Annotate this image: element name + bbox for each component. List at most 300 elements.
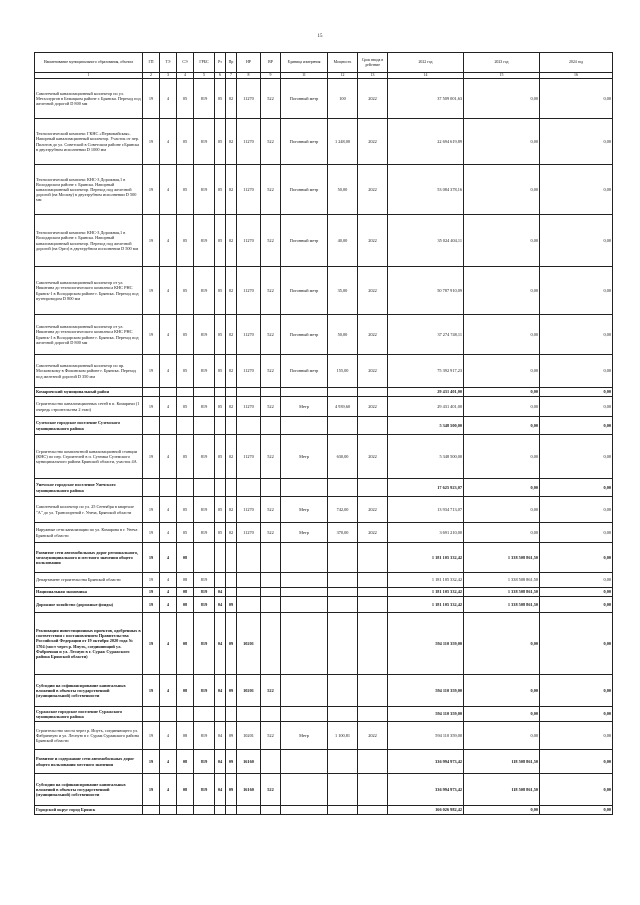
te-cell <box>160 479 177 497</box>
header-cell: ВР <box>261 53 281 73</box>
nr-cell <box>237 388 261 397</box>
pr-cell: 02 <box>226 397 237 417</box>
amount-2022: 1 181 105 332,42 <box>388 573 464 588</box>
amount-2023: 0,00 <box>464 165 540 215</box>
vr-cell <box>261 806 281 815</box>
year-cell: 2022 <box>358 119 388 165</box>
grbs-cell: 819 <box>194 119 215 165</box>
amount-2024: 0,00 <box>540 707 613 722</box>
amount-2023: 0,00 <box>464 417 540 435</box>
amount-2022: 1 181 105 332,42 <box>388 588 464 597</box>
header-cell: 2023 год <box>464 53 540 73</box>
amount-2022: 22 694 619,89 <box>388 119 464 165</box>
capacity-cell <box>328 806 358 815</box>
grbs-cell: 819 <box>194 165 215 215</box>
capacity-cell: 370,00 <box>328 523 358 543</box>
year-cell: 2022 <box>358 397 388 417</box>
amount-2023: 118 508 861,50 <box>464 774 540 806</box>
year-cell: 2022 <box>358 267 388 315</box>
nr-cell: 10201 <box>237 722 261 750</box>
year-cell <box>358 417 388 435</box>
header-cell: Срок ввода в действие <box>358 53 388 73</box>
unit-cell <box>281 806 328 815</box>
rz-cell: 04 <box>215 597 226 613</box>
pr-cell: 09 <box>226 675 237 707</box>
amount-2022: 166 026 982,42 <box>388 806 464 815</box>
se-cell: 05 <box>177 119 194 165</box>
capacity-cell <box>328 675 358 707</box>
row-name: Самотечный коллектор по ул. 25 Сентября в квартале "А" до ул. Транспортной г. Унеча, Брянской области <box>35 497 143 523</box>
grbs-cell: 819 <box>194 215 215 267</box>
pr-cell: 02 <box>226 267 237 315</box>
year-cell <box>358 597 388 613</box>
amount-2022: 336 994 973,42 <box>388 774 464 806</box>
year-cell: 2022 <box>358 523 388 543</box>
amount-2022: 53 084 378,16 <box>388 165 464 215</box>
te-cell: 4 <box>160 119 177 165</box>
pr-cell <box>226 479 237 497</box>
amount-2022: 37 509 001,63 <box>388 79 464 119</box>
rz-cell: 04 <box>215 613 226 675</box>
amount-2023: 0,00 <box>464 79 540 119</box>
pr-cell: 02 <box>226 523 237 543</box>
vr-cell <box>261 613 281 675</box>
amount-2022: 594 110 359,00 <box>388 707 464 722</box>
rz-cell: 05 <box>215 165 226 215</box>
header-cell: ГРБС <box>194 53 215 73</box>
header-cell: СЭ <box>177 53 194 73</box>
pr-cell <box>226 588 237 597</box>
rz-cell: 05 <box>215 79 226 119</box>
unit-cell: Погонный метр <box>281 315 328 355</box>
vr-cell: 522 <box>261 119 281 165</box>
unit-cell: Погонный метр <box>281 165 328 215</box>
unit-cell: Погонный метр <box>281 215 328 267</box>
capacity-cell <box>328 388 358 397</box>
grbs-cell: 819 <box>194 675 215 707</box>
gp-cell: 19 <box>143 315 160 355</box>
table-row <box>35 543 613 573</box>
gp-cell <box>143 388 160 397</box>
gp-cell: 19 <box>143 750 160 774</box>
te-cell: 4 <box>160 267 177 315</box>
te-cell <box>160 806 177 815</box>
row-name: Унечское городское поселение Унечского муниципального района <box>35 479 143 497</box>
year-cell <box>358 388 388 397</box>
grbs-cell: 819 <box>194 523 215 543</box>
year-cell: 2022 <box>358 497 388 523</box>
capacity-cell: 35,00 <box>328 267 358 315</box>
capacity-cell <box>328 750 358 774</box>
amount-2023: 0,00 <box>464 267 540 315</box>
gp-cell: 19 <box>143 573 160 588</box>
rz-cell: 04 <box>215 750 226 774</box>
se-cell <box>177 417 194 435</box>
row-name: Наружные сети канализации по ул. Комарова в г. Унеча Брянской области <box>35 523 143 543</box>
year-cell <box>358 588 388 597</box>
unit-cell: Погонный метр <box>281 119 328 165</box>
se-cell <box>177 479 194 497</box>
vr-cell: 522 <box>261 315 281 355</box>
nr-cell: 11270 <box>237 435 261 479</box>
year-cell <box>358 543 388 573</box>
te-cell: 4 <box>160 435 177 479</box>
header-cell: НР <box>237 53 261 73</box>
rz-cell <box>215 707 226 722</box>
table-row <box>35 355 613 388</box>
table-row <box>35 588 613 597</box>
amount-2022: 1 181 105 332,42 <box>388 597 464 613</box>
unit-cell: Погонный метр <box>281 79 328 119</box>
vr-cell <box>261 388 281 397</box>
header-cell: Мощность <box>328 53 358 73</box>
row-name: Строительство канализационных сетей в п. Комаричи (1 очередь строительства 2 этап) <box>35 397 143 417</box>
nr-cell: 11270 <box>237 497 261 523</box>
year-cell: 2022 <box>358 165 388 215</box>
capacity-cell: 742,00 <box>328 497 358 523</box>
column-number: 14 <box>388 73 464 79</box>
te-cell: 4 <box>160 588 177 597</box>
header-cell: ГП <box>143 53 160 73</box>
pr-cell: 02 <box>226 435 237 479</box>
rz-cell: 05 <box>215 267 226 315</box>
capacity-cell <box>328 479 358 497</box>
pr-cell <box>226 573 237 588</box>
capacity-cell <box>328 417 358 435</box>
grbs-cell: 819 <box>194 497 215 523</box>
nr-cell: 11270 <box>237 355 261 388</box>
year-cell <box>358 675 388 707</box>
table-row <box>35 523 613 543</box>
pr-cell: 09 <box>226 722 237 750</box>
se-cell: 08 <box>177 573 194 588</box>
se-cell: 08 <box>177 613 194 675</box>
se-cell: 05 <box>177 165 194 215</box>
header-cell: 2022 год <box>388 53 464 73</box>
rz-cell: 05 <box>215 355 226 388</box>
amount-2024: 0,00 <box>540 355 613 388</box>
amount-2023: 0,00 <box>464 355 540 388</box>
vr-cell <box>261 543 281 573</box>
te-cell: 4 <box>160 523 177 543</box>
vr-cell: 522 <box>261 497 281 523</box>
amount-2024: 0,00 <box>540 417 613 435</box>
se-cell: 08 <box>177 675 194 707</box>
unit-cell: Метр <box>281 397 328 417</box>
nr-cell <box>237 597 261 613</box>
amount-2024: 0,00 <box>540 523 613 543</box>
se-cell: 05 <box>177 315 194 355</box>
table-row <box>35 315 613 355</box>
column-number: 3 <box>160 73 177 79</box>
grbs-cell <box>194 388 215 397</box>
rz-cell: 04 <box>215 675 226 707</box>
capacity-cell <box>328 613 358 675</box>
table-row <box>35 806 613 815</box>
header-cell: Рз <box>215 53 226 73</box>
nr-cell: 11270 <box>237 267 261 315</box>
amount-2022: 17 625 923,07 <box>388 479 464 497</box>
year-cell: 2022 <box>358 315 388 355</box>
grbs-cell: 819 <box>194 435 215 479</box>
column-number: 13 <box>358 73 388 79</box>
year-cell <box>358 806 388 815</box>
column-number: 9 <box>261 73 281 79</box>
grbs-cell: 819 <box>194 613 215 675</box>
amount-2024: 0,00 <box>540 675 613 707</box>
te-cell: 4 <box>160 165 177 215</box>
amount-2023: 1 338 508 861,50 <box>464 588 540 597</box>
amount-2024: 0,00 <box>540 497 613 523</box>
capacity-cell: 1 100,81 <box>328 722 358 750</box>
grbs-cell <box>194 707 215 722</box>
row-name: Национальная экономика <box>35 588 143 597</box>
column-number: 8 <box>237 73 261 79</box>
te-cell: 4 <box>160 750 177 774</box>
vr-cell: 522 <box>261 675 281 707</box>
nr-cell <box>237 543 261 573</box>
grbs-cell: 819 <box>194 597 215 613</box>
unit-cell <box>281 675 328 707</box>
row-name: Комаричский муниципальный район <box>35 388 143 397</box>
header-cell: Пр <box>226 53 237 73</box>
nr-cell <box>237 707 261 722</box>
pr-cell: 09 <box>226 613 237 675</box>
amount-2024: 0,00 <box>540 388 613 397</box>
header-cell: Единица измерения <box>281 53 328 73</box>
vr-cell: 522 <box>261 215 281 267</box>
page-number: 15 <box>317 34 323 39</box>
gp-cell: 19 <box>143 543 160 573</box>
row-name: Строительство комплектной канализационной станции (КНС) по пер. Строителей в п. Суземка Суземского муниципального района Брянской области, участок 4А <box>35 435 143 479</box>
vr-cell <box>261 588 281 597</box>
se-cell: 08 <box>177 774 194 806</box>
rz-cell: 05 <box>215 497 226 523</box>
year-cell <box>358 707 388 722</box>
te-cell: 4 <box>160 613 177 675</box>
row-name: Суземское городское поселение Суземского муниципального района <box>35 417 143 435</box>
te-cell <box>160 388 177 397</box>
capacity-cell: 630,00 <box>328 435 358 479</box>
amount-2022: 5 348 500,00 <box>388 435 464 479</box>
table-row <box>35 774 613 806</box>
amount-2023: 1 338 508 861,50 <box>464 597 540 613</box>
vr-cell: 522 <box>261 523 281 543</box>
table-row <box>35 215 613 267</box>
row-name: Развитие сети автомобильных дорог регионального, межмуниципального и местного значения общего пользования <box>35 543 143 573</box>
header-cell: ТЭ <box>160 53 177 73</box>
row-name: Самотечный канализационный коллектор по пр. Московскому в Фокинском районе г. Брянска. Переход под железной дорогой D 350 мм <box>35 355 143 388</box>
grbs-cell: 819 <box>194 588 215 597</box>
unit-cell: Погонный метр <box>281 267 328 315</box>
rz-cell: 05 <box>215 523 226 543</box>
rz-cell <box>215 543 226 573</box>
vr-cell: 522 <box>261 435 281 479</box>
te-cell: 4 <box>160 722 177 750</box>
header-cell: 2024 год <box>540 53 613 73</box>
column-number: 15 <box>464 73 540 79</box>
vr-cell <box>261 479 281 497</box>
amount-2022: 594 110 359,00 <box>388 675 464 707</box>
gp-cell <box>143 417 160 435</box>
pr-cell <box>226 388 237 397</box>
unit-cell <box>281 774 328 806</box>
amount-2024: 0,00 <box>540 573 613 588</box>
amount-2024: 0,00 <box>540 806 613 815</box>
grbs-cell: 819 <box>194 774 215 806</box>
row-name: Развитие и содержание сети автомобильных дорог общего пользования местного значения <box>35 750 143 774</box>
te-cell: 4 <box>160 397 177 417</box>
nr-cell: 16160 <box>237 774 261 806</box>
amount-2022: 50 787 910,09 <box>388 267 464 315</box>
amount-2024: 0,00 <box>540 165 613 215</box>
amount-2022: 594 110 359,00 <box>388 722 464 750</box>
column-number: 4 <box>177 73 194 79</box>
row-name: Технологический комплекс ГКНС «Первомайская». Напорный канализационный коллектор. Участок от пер. Пилотов до ул. Советской в Советском районе г.Брянска в двухтрубном исполнении D 1000 мм <box>35 119 143 165</box>
amount-2024: 0,00 <box>540 597 613 613</box>
amount-2024: 0,00 <box>540 397 613 417</box>
te-cell: 4 <box>160 597 177 613</box>
amount-2022: 29 431 401,00 <box>388 388 464 397</box>
amount-2022: 29 431 401,00 <box>388 397 464 417</box>
capacity-cell: 100 <box>328 79 358 119</box>
row-name: Технологический комплекс КНС-3 Дорожная,1 в Володарском районе г. Брянска. Напорный канализационный коллектор. Переход под железной дорогой (на Орел) в двухтрубном исполнении D 500 мм <box>35 215 143 267</box>
investment-table <box>34 52 613 815</box>
gp-cell <box>143 479 160 497</box>
unit-cell <box>281 543 328 573</box>
gp-cell: 19 <box>143 355 160 388</box>
gp-cell: 19 <box>143 435 160 479</box>
nr-cell: 11270 <box>237 215 261 267</box>
rz-cell: 05 <box>215 397 226 417</box>
amount-2023: 0,00 <box>464 435 540 479</box>
rz-cell: 04 <box>215 774 226 806</box>
pr-cell: 09 <box>226 750 237 774</box>
amount-2023: 0,00 <box>464 315 540 355</box>
amount-2022: 13 934 713,07 <box>388 497 464 523</box>
pr-cell <box>226 707 237 722</box>
capacity-cell <box>328 707 358 722</box>
amount-2023: 0,00 <box>464 119 540 165</box>
nr-cell <box>237 588 261 597</box>
year-cell <box>358 613 388 675</box>
gp-cell: 19 <box>143 119 160 165</box>
vr-cell <box>261 750 281 774</box>
unit-cell: Метр <box>281 722 328 750</box>
amount-2023: 0,00 <box>464 388 540 397</box>
amount-2024: 0,00 <box>540 435 613 479</box>
amount-2022: 5 348 500,00 <box>388 417 464 435</box>
rz-cell: 04 <box>215 722 226 750</box>
se-cell: 05 <box>177 397 194 417</box>
year-cell: 2022 <box>358 215 388 267</box>
te-cell: 4 <box>160 675 177 707</box>
rz-cell: 05 <box>215 215 226 267</box>
capacity-cell <box>328 543 358 573</box>
amount-2023: 0,00 <box>464 215 540 267</box>
gp-cell: 19 <box>143 774 160 806</box>
gp-cell: 19 <box>143 215 160 267</box>
table-body <box>35 79 613 815</box>
amount-2022: 3 691 210,00 <box>388 523 464 543</box>
row-name: Строительство моста через р. Ипуть, соединяющего ул. Фабричную и ул. Лесную в г. Сураж Суражского района Брянской области <box>35 722 143 750</box>
unit-cell <box>281 707 328 722</box>
se-cell: 08 <box>177 597 194 613</box>
table-row <box>35 479 613 497</box>
vr-cell: 522 <box>261 722 281 750</box>
vr-cell: 522 <box>261 267 281 315</box>
pr-cell <box>226 806 237 815</box>
grbs-cell: 819 <box>194 573 215 588</box>
se-cell <box>177 388 194 397</box>
table-row <box>35 573 613 588</box>
gp-cell <box>143 707 160 722</box>
amount-2024: 0,00 <box>540 479 613 497</box>
amount-2022: 35 024 404,11 <box>388 215 464 267</box>
vr-cell: 522 <box>261 774 281 806</box>
nr-cell: 10201 <box>237 675 261 707</box>
amount-2023: 0,00 <box>464 523 540 543</box>
capacity-cell <box>328 573 358 588</box>
table-row <box>35 388 613 397</box>
unit-cell <box>281 479 328 497</box>
rz-cell <box>215 479 226 497</box>
se-cell: 08 <box>177 588 194 597</box>
row-name: Департамент строительства Брянской области <box>35 573 143 588</box>
pr-cell: 02 <box>226 497 237 523</box>
grbs-cell: 819 <box>194 355 215 388</box>
amount-2024: 0,00 <box>540 315 613 355</box>
column-number: 11 <box>281 73 328 79</box>
rz-cell: 05 <box>215 315 226 355</box>
nr-cell: 16160 <box>237 750 261 774</box>
gp-cell: 19 <box>143 597 160 613</box>
row-name: Реализация инвестиционных проектов, одобренных в соответствии с постановлением Правительства Российской Федерации от 19 октября 2020 года № 1704 (мост через р. Ипуть, соединяющий ул. Фабричная и ул. Лесную в г. Сураж Суражского района Брянской области) <box>35 613 143 675</box>
pr-cell: 02 <box>226 215 237 267</box>
table-row <box>35 417 613 435</box>
gp-cell: 19 <box>143 675 160 707</box>
unit-cell: Метр <box>281 435 328 479</box>
nr-cell: 10201 <box>237 613 261 675</box>
column-number: 1 <box>35 73 143 79</box>
table-row <box>35 497 613 523</box>
te-cell <box>160 417 177 435</box>
gp-cell: 19 <box>143 722 160 750</box>
te-cell: 4 <box>160 315 177 355</box>
column-number: 7 <box>226 73 237 79</box>
amount-2023: 0,00 <box>464 497 540 523</box>
year-cell <box>358 479 388 497</box>
row-name: Технологический комплекс КНС-3 Дорожная,1 в Володарском районе г. Брянска. Напорный канализационный коллектор. Переход под железной дорогой (на Москву) в двухтрубном исполнении D 500 мм <box>35 165 143 215</box>
se-cell: 05 <box>177 267 194 315</box>
row-name: Самотечный канализационный коллектор от ул. Никитина до технологического комплекса КНС РНС Брянск-1 в Володарском районе г. Брянска. Переход под путепроводом D 800 мм <box>35 267 143 315</box>
te-cell: 4 <box>160 543 177 573</box>
te-cell: 4 <box>160 573 177 588</box>
amount-2024: 0,00 <box>540 588 613 597</box>
nr-cell: 11270 <box>237 79 261 119</box>
row-name: Городской округ город Брянск <box>35 806 143 815</box>
gp-cell <box>143 806 160 815</box>
te-cell: 4 <box>160 355 177 388</box>
vr-cell: 522 <box>261 79 281 119</box>
vr-cell <box>261 573 281 588</box>
unit-cell: Погонный метр <box>281 355 328 388</box>
gp-cell: 19 <box>143 588 160 597</box>
vr-cell: 522 <box>261 355 281 388</box>
table-row <box>35 267 613 315</box>
amount-2023: 0,00 <box>464 397 540 417</box>
amount-2023: 0,00 <box>464 707 540 722</box>
